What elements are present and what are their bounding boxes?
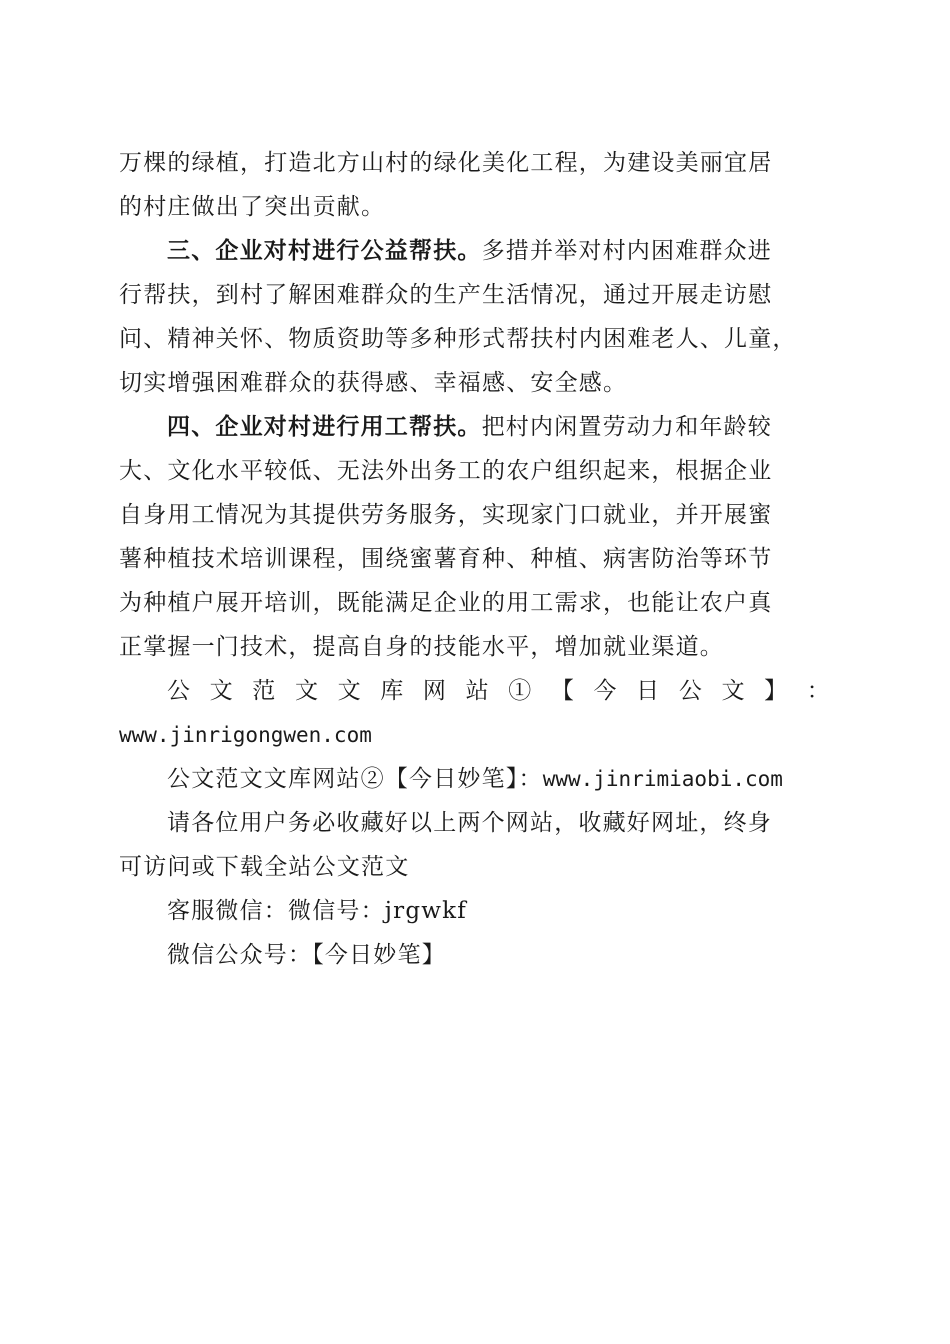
paragraph-line: 大、文化水平较低、无法外出务工的农户组织起来，根据企业 <box>119 458 773 484</box>
wechat-service: 客服微信：微信号：jrgwkf <box>167 898 467 924</box>
wechat-public: 微信公众号：【今日妙笔】 <box>167 942 446 968</box>
paragraph-line: 万棵的绿植，打造北方山村的绿化美化工程，为建设美丽宜居 <box>119 150 773 176</box>
document-page <box>119 141 831 977</box>
site1-url: www.jinrigongwen.com <box>119 723 372 747</box>
section-heading-3: 三、企业对村进行公益帮扶。 <box>167 238 482 264</box>
notice-line: 请各位用户务必收藏好以上两个网站，收藏好网址，终身 <box>167 810 772 836</box>
site1-label: 公 文 范 文 文 库 网 站 ① 【 今 日 公 文 】 ： <box>167 678 831 704</box>
paragraph-line: 薯种植技术培训课程，围绕蜜薯育种、种植、病害防治等环节 <box>119 546 773 572</box>
paragraph-line: 为种植户展开培训，既能满足企业的用工需求，也能让农户真 <box>119 590 773 616</box>
paragraph-line <box>119 229 831 273</box>
paragraph-line: 的村庄做出了突出贡献。 <box>119 194 386 220</box>
section-heading-4: 四、企业对村进行用工帮扶。 <box>167 414 482 440</box>
paragraph-line: 问、精神关怀、物质资助等多种形式帮扶村内困难老人、儿童， <box>119 326 797 352</box>
paragraph-line: 切实增强困难群众的获得感、幸福感、安全感。 <box>119 370 628 396</box>
paragraph-line <box>119 405 831 449</box>
paragraph-text: 把村内闲置劳动力和年龄较 <box>481 414 773 440</box>
site2-line <box>119 757 831 801</box>
paragraph-line: 正掌握一门技术，提高自身的技能水平，增加就业渠道。 <box>119 634 724 660</box>
site2-label: 公文范文文库网站②【今日妙笔】： <box>167 766 543 792</box>
paragraph-line: 行帮扶，到村了解困难群众的生产生活情况，通过开展走访慰 <box>119 282 773 308</box>
notice-line: 可访问或下载全站公文范文 <box>119 854 410 880</box>
paragraph-line: 自身用工情况为其提供劳务服务，实现家门口就业，并开展蜜 <box>119 502 773 528</box>
paragraph-text: 多措并举对村内困难群众进 <box>481 238 773 264</box>
site2-url: www.jinrimiaobi.com <box>542 767 783 791</box>
